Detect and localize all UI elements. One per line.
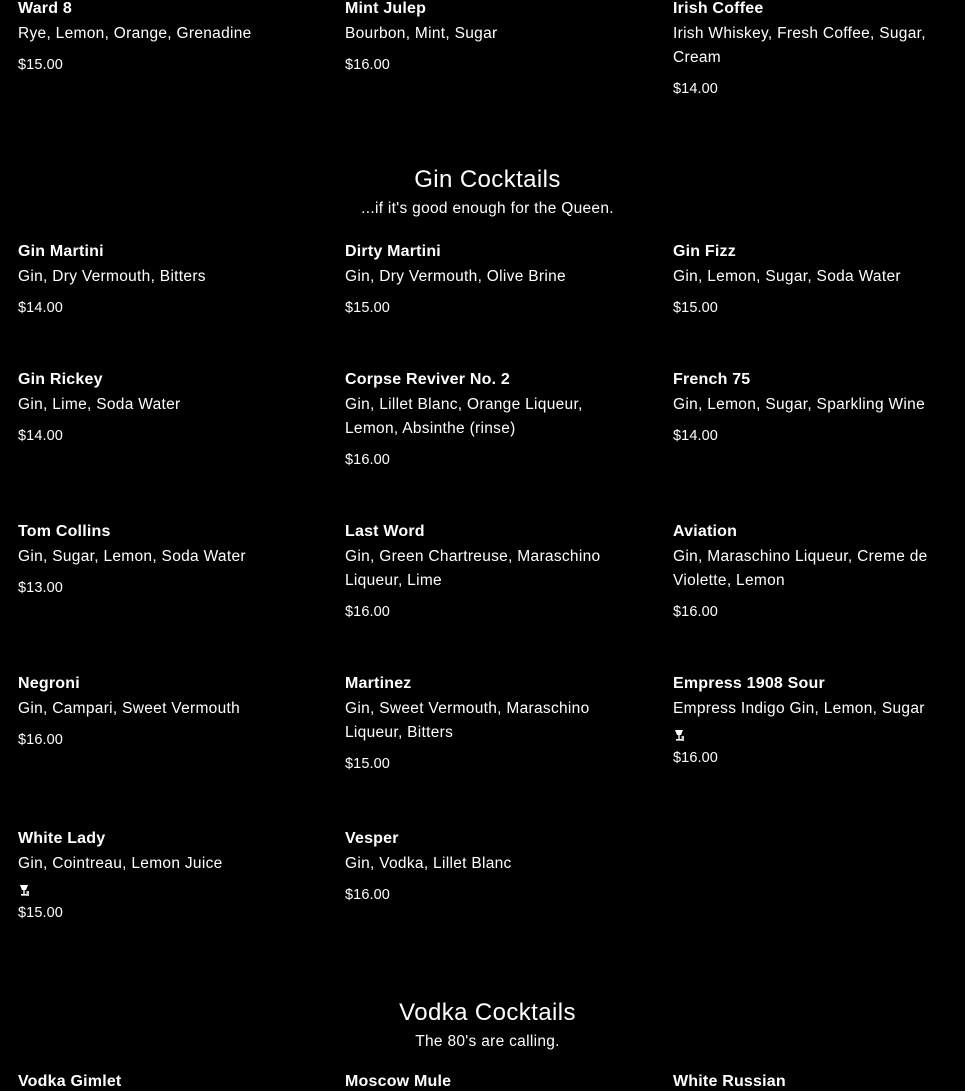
item-ingredients: Empress Indigo Gin, Lemon, Sugar [673,700,925,717]
menu-item-martinez [345,675,605,773]
item-ingredients: Gin, Sweet Vermouth, Maraschino Liqueur, Bitters [345,700,590,741]
menu-item-empress-1908-sour [673,675,948,767]
item-name: Aviation [673,523,738,540]
section-title-gin: Gin Cocktails [414,166,561,193]
item-ingredients: Gin, Dry Vermouth, Olive Brine [345,268,566,285]
item-name: Gin Martini [18,243,104,260]
menu-item-corpse-reviver-no-2 [345,371,605,469]
menu-item-moscow-mule [345,1073,635,1091]
item-name: Negroni [18,675,80,692]
item-name: Gin Rickey [18,371,103,388]
item-ingredients: Gin, Dry Vermouth, Bitters [18,268,206,285]
item-name: Martinez [345,675,412,692]
item-ingredients: Gin, Maraschino Liqueur, Creme de Violette, Lemon [673,548,928,589]
menu-item-white-russian [673,1073,963,1091]
item-price: $14.00 [18,300,63,316]
menu-item-vodka-gimlet [18,1073,308,1091]
menu-item-mint-julep [345,0,635,74]
menu-item-aviation [673,523,948,621]
item-price: $14.00 [18,428,63,444]
item-price: $16.00 [673,604,718,620]
item-ingredients: Gin, Green Chartreuse, Maraschino Liqueur, Lime [345,548,601,589]
item-ingredients: Gin, Vodka, Lillet Blanc [345,855,512,872]
item-price: $16.00 [673,750,718,766]
menu-item-french-75 [673,371,963,445]
item-name: Irish Coffee [673,0,764,17]
menu-item-gin-fizz [673,243,963,317]
item-name: Empress 1908 Sour [673,675,825,692]
item-ingredients: Gin, Lillet Blanc, Orange Liqueur, Lemon, Absinthe (rinse) [345,396,583,437]
item-name: Gin Fizz [673,243,736,260]
item-name: Ward 8 [18,0,72,17]
item-name: French 75 [673,371,751,388]
item-ingredients: Gin, Sugar, Lemon, Soda Water [18,548,246,565]
item-badge [673,729,948,743]
menu-item-negroni [18,675,308,749]
menu-item-dirty-martini [345,243,635,317]
item-name: Mint Julep [345,0,427,17]
item-name: Vesper [345,830,399,847]
item-ingredients: Gin, Campari, Sweet Vermouth [18,700,241,717]
cocktail-glass-icon [673,729,685,742]
menu-item-gin-rickey [18,371,308,445]
cocktail-glass-icon [18,884,30,897]
item-price: $15.00 [18,905,63,921]
item-ingredients: Rye, Lemon, Orange, Grenadine [18,25,252,42]
item-name: Tom Collins [18,523,111,540]
item-price: $16.00 [345,57,390,73]
item-ingredients: Gin, Cointreau, Lemon Juice [18,855,223,872]
section-title-vodka: Vodka Cocktails [399,999,576,1026]
item-ingredients: Bourbon, Mint, Sugar [345,25,498,42]
item-name: Vodka Gimlet [18,1073,122,1090]
item-ingredients: Gin, Lemon, Sugar, Sparkling Wine [673,396,925,413]
menu-item-last-word [345,523,620,621]
item-badge [18,884,308,898]
item-price: $15.00 [18,57,63,73]
item-name: Last Word [345,523,425,540]
item-ingredients: Gin, Lime, Soda Water [18,396,181,413]
menu-item-vesper [345,830,635,904]
menu-item-tom-collins [18,523,308,597]
item-name: Moscow Mule [345,1073,452,1090]
menu-item-gin-martini [18,243,308,317]
item-price: $16.00 [18,732,63,748]
menu-item-white-lady [18,830,308,922]
item-price: $14.00 [673,81,718,97]
item-price: $15.00 [673,300,718,316]
item-name: Corpse Reviver No. 2 [345,371,510,388]
menu-item-irish-coffee [673,0,943,98]
item-price: $15.00 [345,300,390,316]
item-name: Dirty Martini [345,243,441,260]
section-subtitle-gin: ...if it's good enough for the Queen. [361,200,614,217]
item-price: $14.00 [673,428,718,444]
section-subtitle-vodka: The 80's are calling. [415,1033,560,1050]
menu-item-ward-8 [18,0,308,74]
item-ingredients: Irish Whiskey, Fresh Coffee, Sugar, Cream [673,25,926,66]
item-price: $16.00 [345,604,390,620]
item-name: White Russian [673,1073,786,1090]
item-price: $15.00 [345,756,390,772]
item-price: $13.00 [18,580,63,596]
item-name: White Lady [18,830,106,847]
item-price: $16.00 [345,452,390,468]
item-price: $16.00 [345,887,390,903]
item-ingredients: Gin, Lemon, Sugar, Soda Water [673,268,901,285]
